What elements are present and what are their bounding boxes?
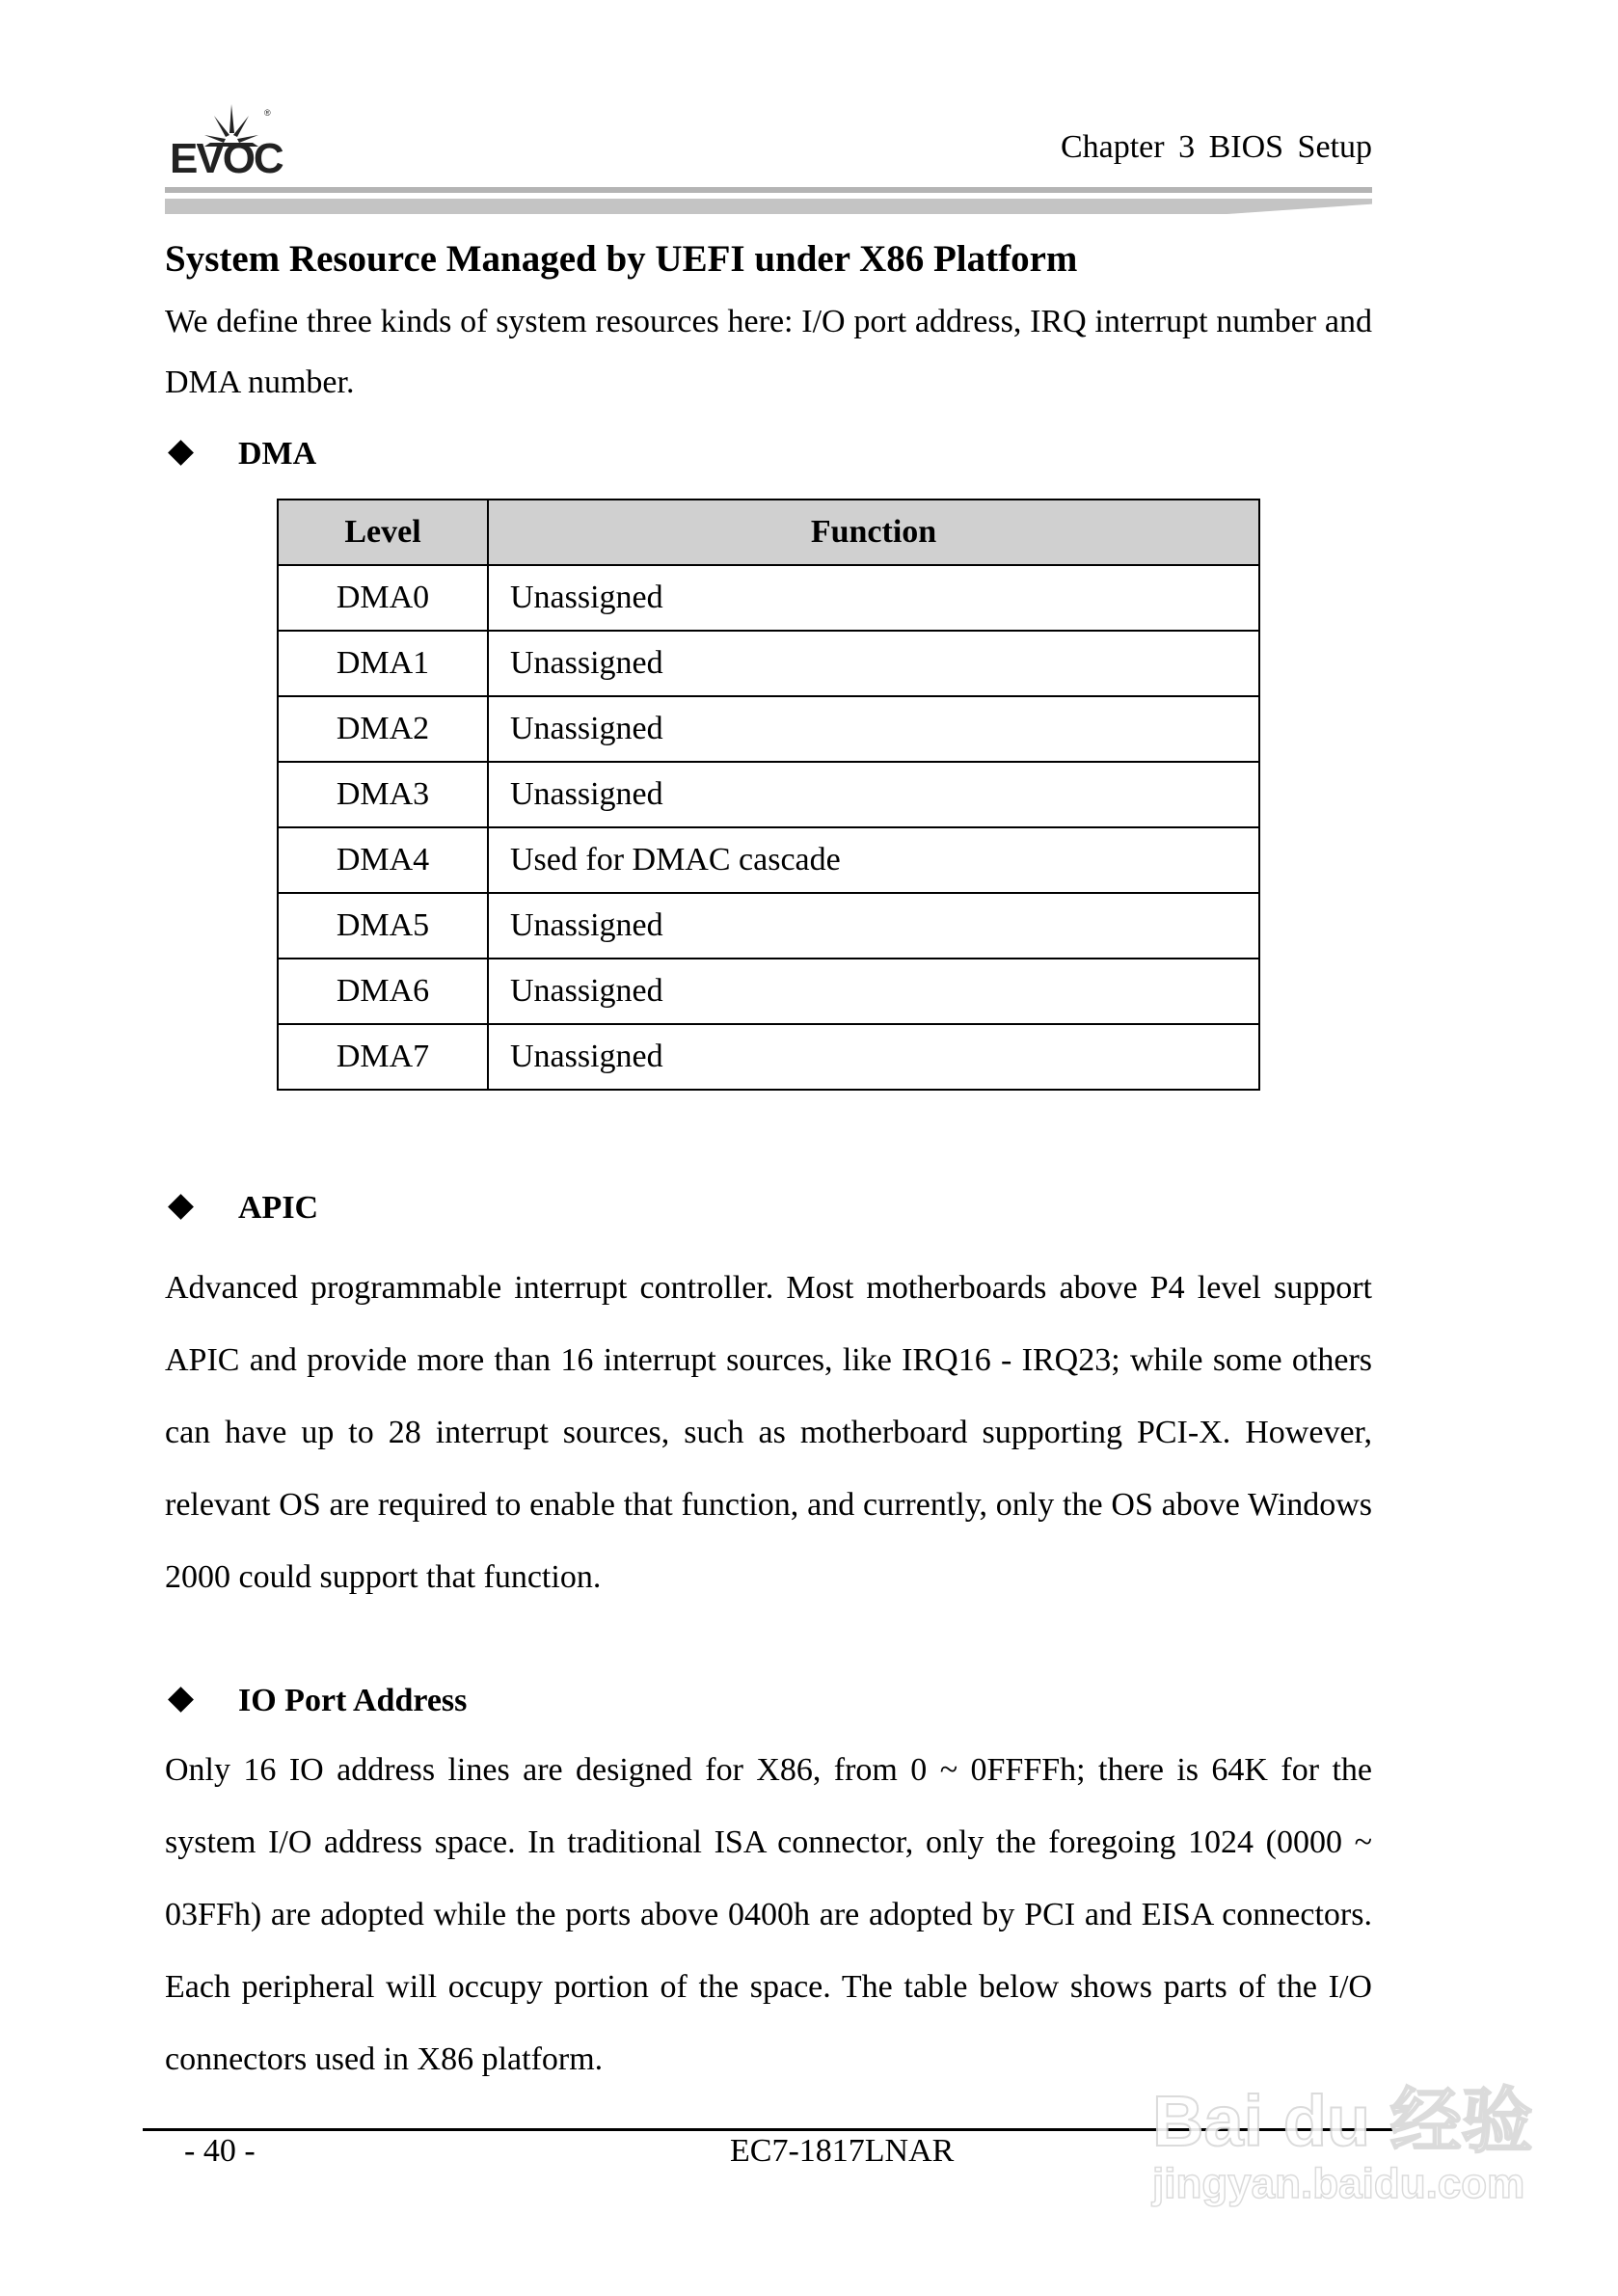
io-heading-label: IO Port Address [238,1683,468,1718]
function-cell: Unassigned [488,631,1259,696]
level-cell: DMA1 [278,631,488,696]
logo-text: EVOC [170,135,283,182]
table-header-row [278,500,1259,565]
table-row [278,762,1259,827]
dma-heading [172,436,316,473]
level-cell: DMA3 [278,762,488,827]
table-row [278,565,1259,631]
dma-heading-label: DMA [238,436,317,472]
svg-text:®: ® [264,108,271,118]
watermark-brand: Bai du 经验 [1152,2081,1533,2161]
header-rule-band [165,199,1372,214]
baidu-watermark [1152,2083,1533,2208]
table-row [278,959,1259,1024]
io-paragraph: Only 16 IO address lines are designed for X86, from 0 ~ 0FFFFh; there is 64K for the system I/O address space. In traditional ISA connector, only the foregoing 1024 (0000 ~ 03FFh) are adopted while the ports above 0400h are adopted by PCI and EISA connectors. Each peripheral will occupy portion of the space. The table below shows parts of the I/O connectors used in X86 platform. [165,1752,1372,2077]
chapter-title: Chapter 3 BIOS Setup [1060,129,1372,165]
diamond-bullet-icon [168,1687,194,1713]
function-cell: Unassigned [488,959,1259,1024]
function-cell: Unassigned [488,565,1259,631]
function-cell: Used for DMAC cascade [488,827,1259,893]
level-cell: DMA5 [278,893,488,959]
page-number: - 40 - [184,2133,256,2169]
function-cell: Unassigned [488,696,1259,762]
table-row [278,1024,1259,1090]
level-cell: DMA0 [278,565,488,631]
apic-heading [172,1190,318,1227]
level-cell: DMA7 [278,1024,488,1090]
apic-heading-label: APIC [238,1190,319,1226]
table-row [278,631,1259,696]
section-title: System Resource Managed by UEFI under X86 Platform [165,238,1078,280]
level-cell: DMA2 [278,696,488,762]
level-cell: DMA6 [278,959,488,1024]
header-rule [165,187,1372,193]
table-row [278,827,1259,893]
table-row [278,893,1259,959]
watermark-url: jingyan.baidu.com [1152,2160,1525,2207]
intro-paragraph: We define three kinds of system resources here: I/O port address, IRQ interrupt number and DMA number. [165,304,1372,400]
dma-table [277,499,1260,1091]
level-cell: DMA4 [278,827,488,893]
function-cell: Unassigned [488,1024,1259,1090]
column-header-level: Level [278,500,488,565]
io-heading [172,1683,467,1719]
apic-paragraph: Advanced programmable interrupt controller. Most motherboards above P4 level support APIC and provide more than 16 interrupt sources, like IRQ16 - IRQ23; while some others can have up to 28 interrupt sources, such as motherboard supporting PCI-X. However, relevant OS are required to enable that function, and currently, only the OS above Windows 2000 could support that function. [165,1270,1372,1595]
function-cell: Unassigned [488,893,1259,959]
function-cell: Unassigned [488,762,1259,827]
table-row [278,696,1259,762]
diamond-bullet-icon [168,440,194,466]
column-header-function: Function [488,500,1259,565]
document-id: EC7-1817LNAR [730,2133,955,2169]
diamond-bullet-icon [168,1194,194,1220]
